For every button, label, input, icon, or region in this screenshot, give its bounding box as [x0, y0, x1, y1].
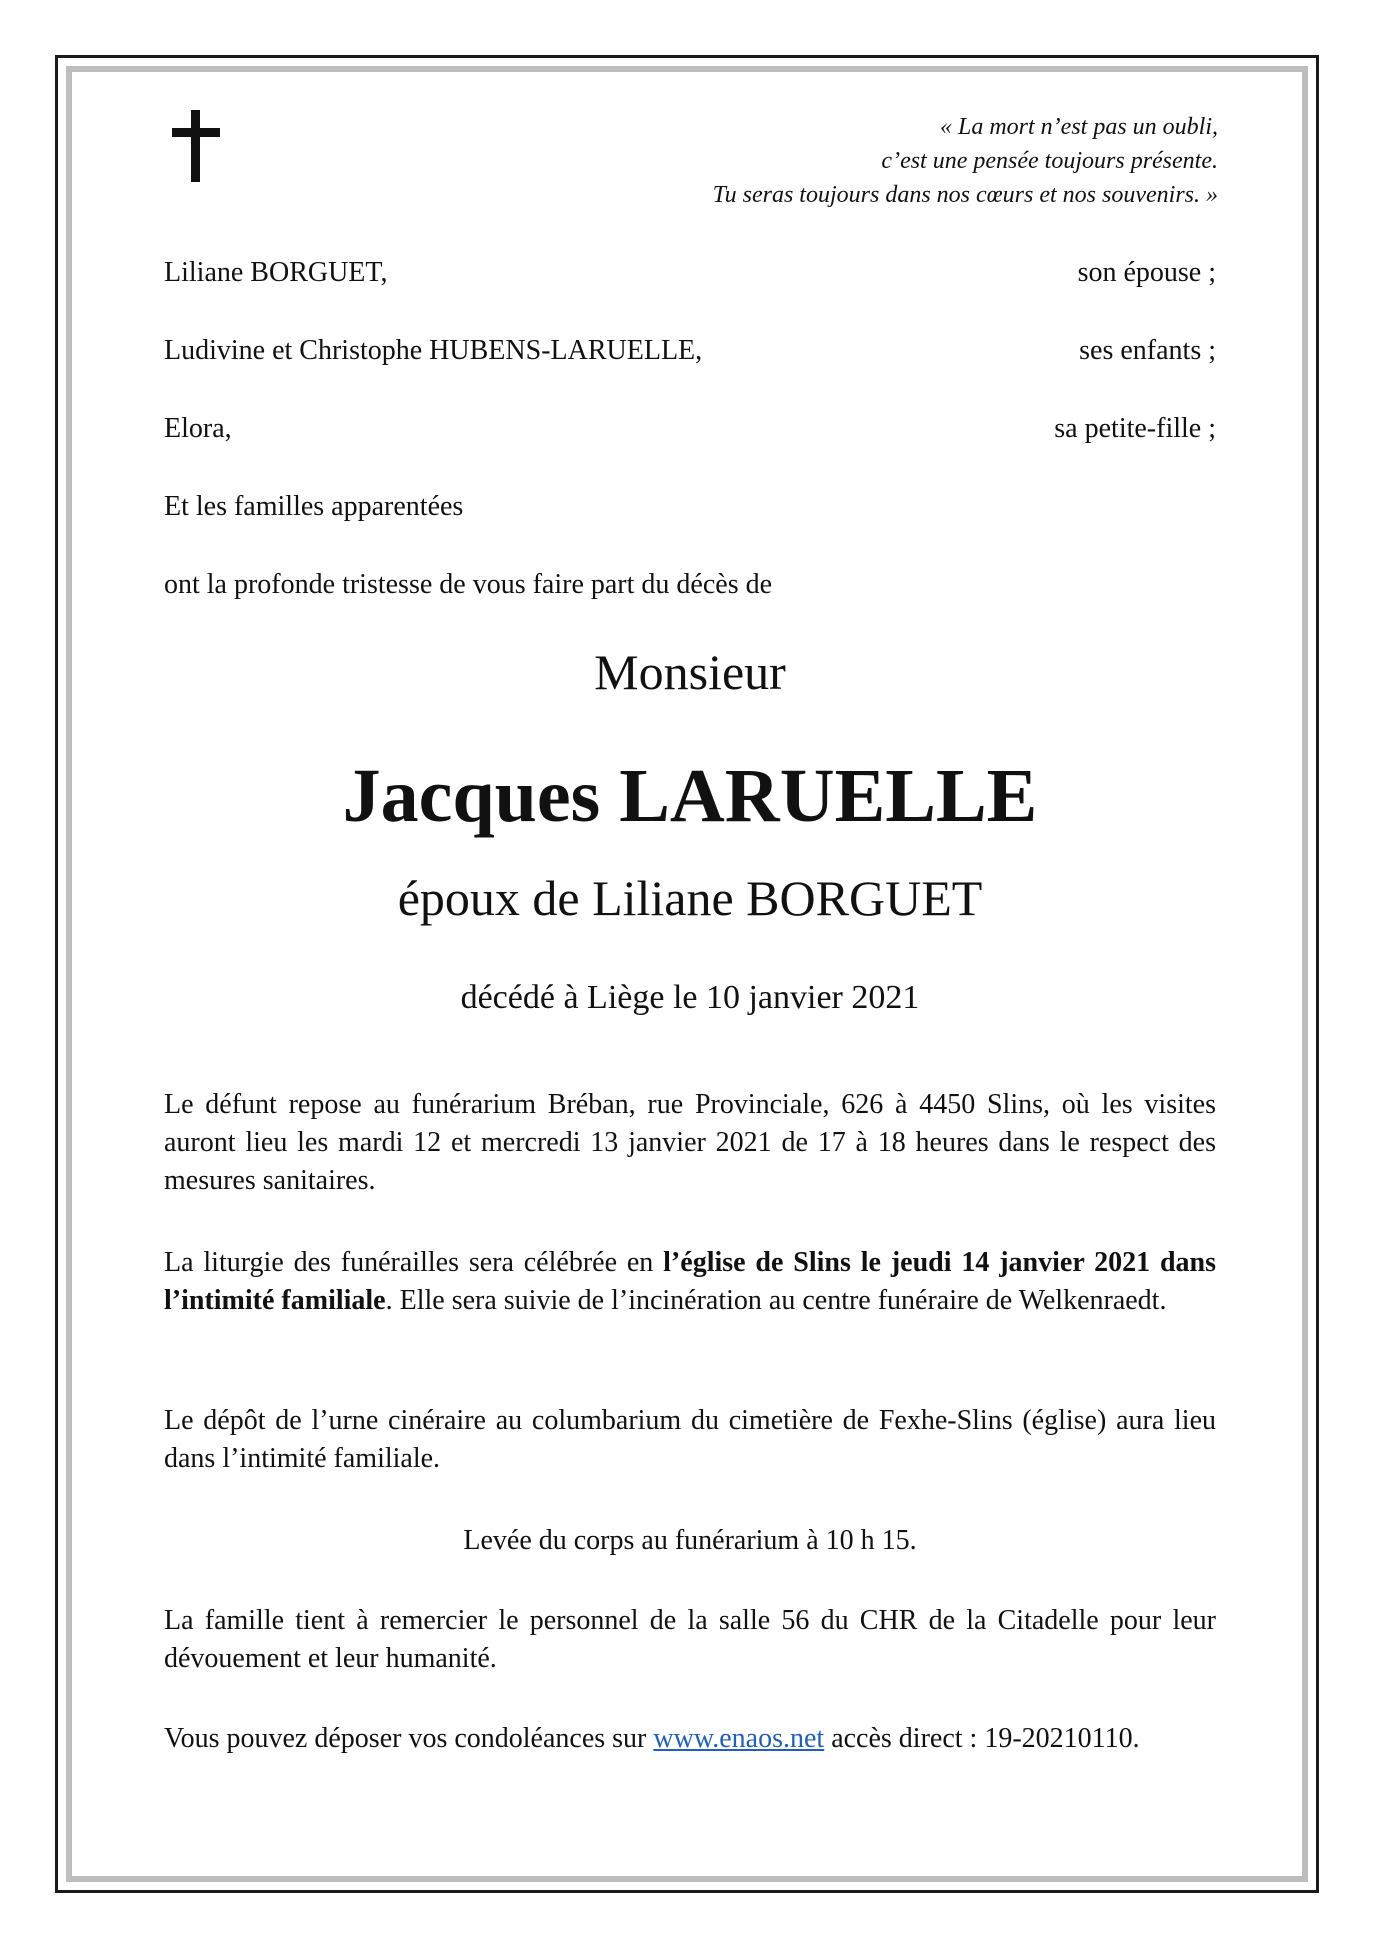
family-member-name: Elora,: [164, 413, 232, 444]
cross-icon: [170, 110, 222, 182]
liturgy-paragraph: [164, 1244, 1216, 1320]
visitation-paragraph: Le défunt repose au funérarium Bréban, rue Provinciale, 626 à 4450 Slins, où les visites auront lieu les mardi 12 et mercredi 13 janvier 2021 de 17 à 18 heures dans le respect des mesures sanitaires.: [164, 1089, 1216, 1196]
deceased-death-line: décédé à Liège le 10 janvier 2021: [460, 979, 920, 1016]
condolences-link[interactable]: www.enaos.net: [653, 1723, 825, 1754]
family-row: [164, 256, 1216, 290]
deceased-civility: Monsieur: [594, 644, 786, 700]
condolences-text-end: accès direct : 19-20210110.: [824, 1723, 1140, 1754]
family-row: [164, 334, 1216, 368]
condolences-paragraph: [164, 1720, 1216, 1758]
quote-line-2: c’est une pensée toujours présente.: [881, 148, 1218, 174]
condolences-text: Vous pouvez déposer vos condoléances sur: [164, 1723, 654, 1754]
liturgy-text: La liturgie des funérailles sera célébrée en: [164, 1247, 664, 1278]
families-line: Et les familles apparentées: [164, 491, 464, 522]
deceased-name: Jacques LARUELLE: [342, 754, 1038, 838]
announce-line: ont la profonde tristesse de vous faire part du décès de: [164, 569, 773, 600]
family-member-name: Liliane BORGUET,: [164, 257, 388, 288]
urn-paragraph: Le dépôt de l’urne cinéraire au columbarium du cimetière de Fexhe-Slins (église) aura lieu dans l’intimité familiale.: [164, 1405, 1216, 1474]
liturgy-text-end: . Elle sera suivie de l’incinération au centre funéraire de Welkenraedt.: [385, 1285, 1167, 1316]
levee-line: Levée du corps au funérarium à 10 h 15.: [463, 1525, 917, 1556]
family-row: [164, 412, 1216, 446]
epigraph-quote: [713, 110, 1218, 212]
quote-line-1: « La mort n’est pas un oubli,: [939, 114, 1218, 140]
liturgy-emphasis: l’église de Slins le jeudi 14 janvier 2021 dans l’intimité familiale: [164, 1247, 1216, 1316]
family-member-relation: ses enfants ;: [1079, 335, 1216, 366]
thanks-paragraph: La famille tient à remercier le personnel de la salle 56 du CHR de la Citadelle pour leur dévouement et leur humanité.: [164, 1605, 1216, 1674]
family-member-name: Ludivine et Christophe HUBENS-LARUELLE,: [164, 335, 703, 366]
deceased-spouse-line: époux de Liliane BORGUET: [397, 870, 983, 926]
family-member-relation: sa petite-fille ;: [1054, 413, 1216, 444]
family-member-relation: son épouse ;: [1077, 257, 1216, 288]
quote-line-3: Tu seras toujours dans nos cœurs et nos souvenirs. »: [712, 182, 1218, 208]
